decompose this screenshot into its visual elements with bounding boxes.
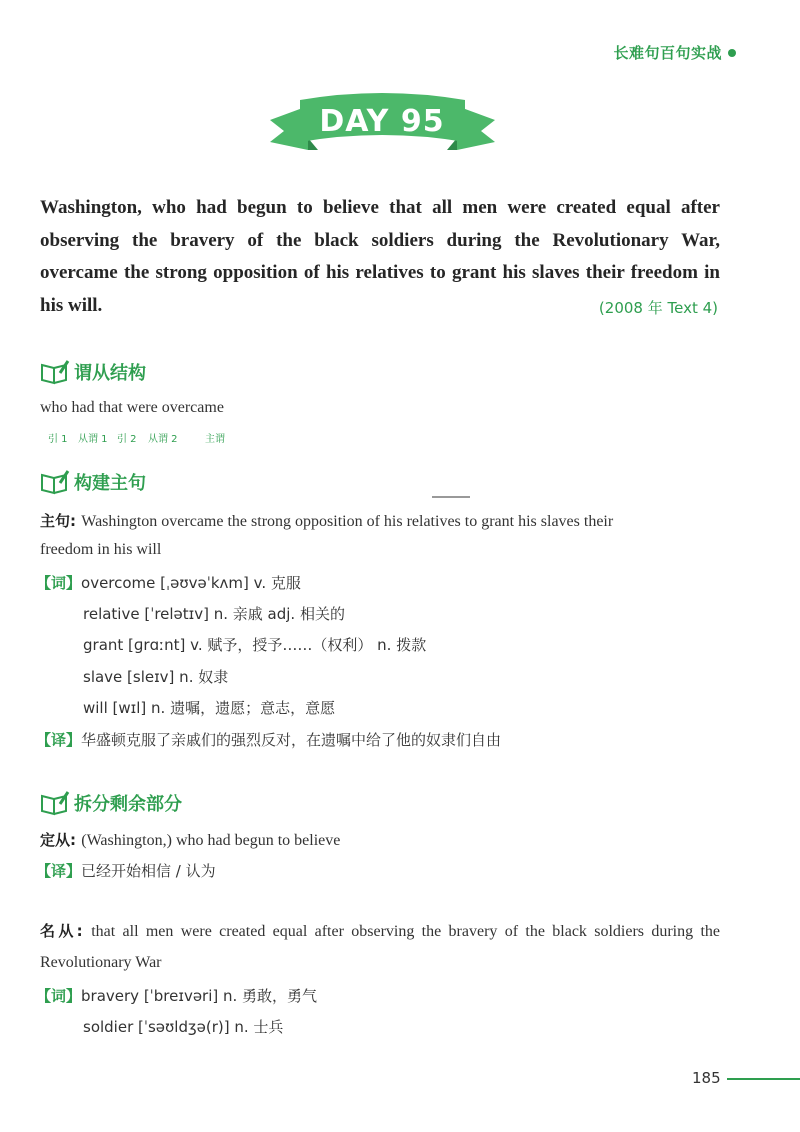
main-clause-line1: 主句: Washington overcame the strong opposition of his relatives to grant his slaves their (40, 512, 614, 530)
translation-text: 华盛顿克服了亲戚们的强烈反对，在遗嘱中给了他的奴隶们自由 (81, 731, 502, 749)
vocab-entry: grant [ɡrɑːnt] v. 赋予，授予……（权利） n. 拨款 (83, 636, 427, 654)
attributive-clause-label: 定从 (40, 831, 71, 849)
section-title-remaining (40, 789, 182, 817)
attributive-translation-row (36, 860, 216, 881)
translation-label: 【译】 (36, 731, 82, 749)
day-banner (270, 92, 495, 158)
vocab-label: 【词】 (36, 574, 82, 592)
book-icon (40, 359, 70, 385)
annotation-1: 引 1 (48, 434, 68, 445)
page-number: 185 (692, 1069, 721, 1087)
main-sentence: Washington, who had begun to believe that all men were created equal after observing the bravery of the black soldiers during the Revolutionary War, overcame the strong opposition of his relatives to grant his slaves their freedom in his will. (40, 197, 720, 316)
attributive-clause-text: (Washington,) who had begun to believe (81, 832, 341, 849)
main-clause-text: Washington overcame the strong opposition of his relatives to grant his slaves their (81, 513, 614, 530)
section-title-text: 拆分剩余部分 (74, 794, 182, 815)
vocab-entry: soldier [ˈsəʊldʒə(r)] n. 士兵 (83, 1018, 284, 1036)
header-dot (728, 49, 736, 57)
vocab-label: 【词】 (36, 987, 82, 1005)
noun-clause-label: 名从 (40, 922, 77, 940)
book-icon (40, 469, 70, 495)
sentence-source: (2008 年 Text 4) (598, 299, 718, 317)
translation-text: 已经开始相信 / 认为 (81, 862, 216, 880)
section-title-structure (40, 358, 146, 386)
page-number-rule (727, 1078, 800, 1080)
annotation-3: 引 2 (117, 434, 137, 445)
scan-mark (432, 496, 470, 498)
main-clause-label: 主句 (40, 512, 71, 530)
annotation-4: 从谓 2 (148, 434, 178, 445)
annotation-2: 从谓 1 (78, 434, 108, 445)
header-tag: 长难句百句实战 (613, 44, 722, 62)
translation-row (36, 729, 501, 750)
vocab-row (36, 572, 301, 593)
vocab-entry: bravery [ˈbreɪvəri] n. 勇敢，勇气 (81, 987, 318, 1005)
vocab-entry: overcome [ˌəʊvəˈkʌm] v. 克服 (81, 574, 301, 592)
main-clause-line2: freedom in his will (40, 541, 162, 558)
banner-text: DAY 95 (319, 104, 445, 139)
noun-clause-text: that all men were created equal after observing the bravery of the black soldiers during the Revolutionary War (40, 923, 720, 971)
annotation-5: 主谓 (205, 434, 225, 445)
book-icon (40, 790, 70, 816)
vocab-entry: will [wɪl] n. 遗嘱，遗愿；意志，意愿 (83, 699, 336, 717)
vocab-entry: slave [sleɪv] n. 奴隶 (83, 668, 229, 686)
vocab-entry: relative [ˈrelətɪv] n. 亲戚 adj. 相关的 (83, 605, 345, 623)
translation-label: 【译】 (36, 862, 82, 880)
vocab-row (36, 985, 317, 1006)
section-title-main-clause (40, 468, 146, 496)
section-title-text: 构建主句 (74, 473, 146, 494)
structure-words: who had that were overcame (40, 399, 224, 416)
section-title-text: 谓从结构 (74, 363, 146, 384)
attributive-clause-row: 定从: (Washington,) who had begun to believe (40, 831, 341, 849)
noun-clause-paragraph: 名从: that all men were created equal after observing the bravery of the black soldiers during the Revolutionary War (40, 922, 720, 971)
ribbon-icon (270, 92, 495, 158)
